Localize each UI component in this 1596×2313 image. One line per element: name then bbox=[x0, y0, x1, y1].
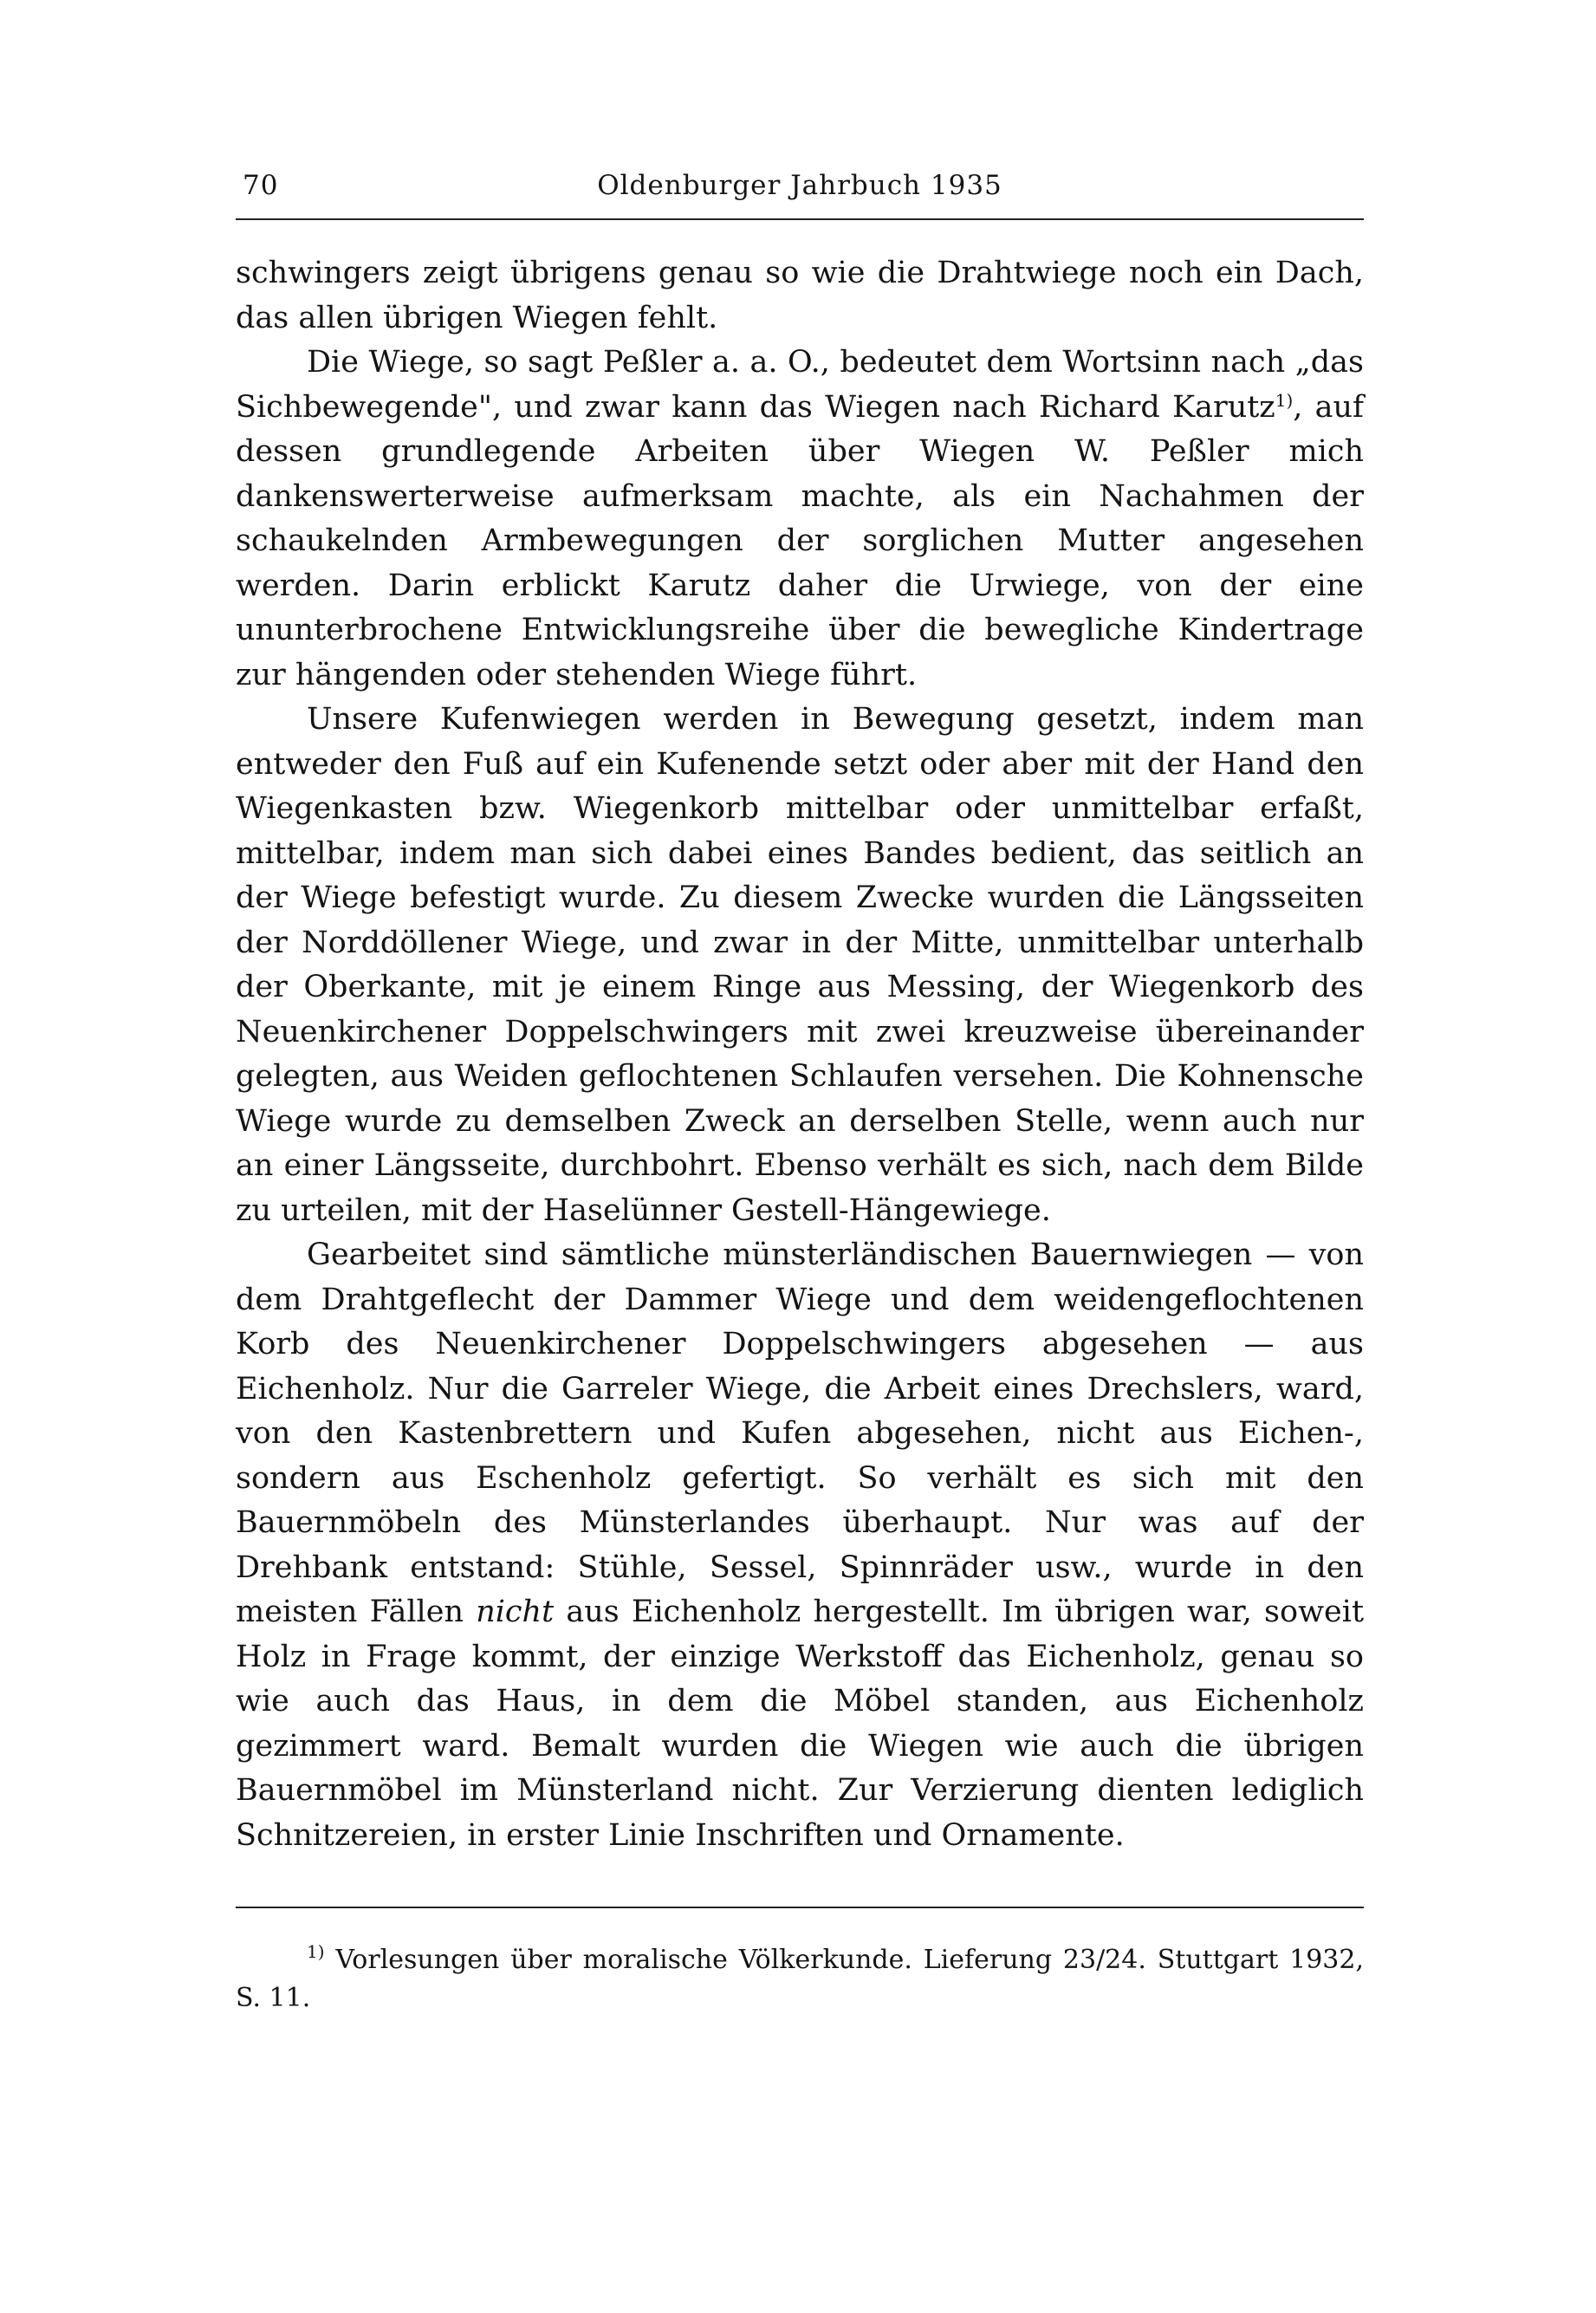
paragraph-1 bbox=[236, 251, 1364, 341]
body-text bbox=[236, 251, 1364, 1858]
footnote-marker: 1) bbox=[307, 1941, 325, 1962]
footnote-1 bbox=[236, 1941, 1364, 2017]
paragraph-3-text: Unsere Kufenwiegen werden in Bewegung gesetzt, indem man entweder den Fuß auf ein Kufenende setzt oder aber mit der Hand den Wiegenkasten bzw. Wiegenkorb mittelbar oder unmittelbar erfaßt, mittelbar, indem man sich dabei eines Bandes bedient, das seitlich an der Wiege befestigt wurde. Zu diesem Zwecke wurden die Längsseiten der Norddöllener Wiege, und zwar in der Mitte, unmittelbar unterhalb der Oberkante, mit je einem Ringe aus Messing, der Wiegenkorb des Neuenkirchener Doppelschwingers mit zwei kreuzweise übereinander gelegten, aus Weiden geflochtenen Schlaufen versehen. Die Kohnensche Wiege wurde zu demselben Zweck an derselben Stelle, wenn auch nur an einer Längsseite, durchbohrt. Ebenso verhält es sich, nach dem Bilde zu urteilen, mit der Haselünner Gestell-Hängewiege. bbox=[236, 702, 1364, 1228]
paragraph-1-text: schwingers zeigt übrigens genau so wie die Drahtwiege noch ein Dach, das allen übrigen Wiegen fehlt. bbox=[236, 256, 1364, 335]
paragraph-2 bbox=[236, 341, 1364, 698]
paragraph-4-text-b: aus Eichenholz hergestellt. Im übrigen war, soweit Holz in Frage kommt, der einzige Werkstoff das Eichenholz, genau so wie auch das Haus, in dem die Möbel standen, aus Eichenholz gezimmert ward. Bemalt wurden die Wiegen wie auch die übrigen Bauernmöbel im Münsterland nicht. Zur Verzierung dienten lediglich Schnitzereien, in erster Linie Inschriften und Ornamente. bbox=[236, 1595, 1365, 1853]
footnote-text: Vorlesungen über moralische Völkerkunde. Lieferung 23/24. Stuttgart 1932, S. 11. bbox=[236, 1945, 1364, 2013]
page-number: 70 bbox=[243, 170, 279, 201]
paragraph-3 bbox=[236, 698, 1364, 1233]
page-header bbox=[236, 170, 1364, 215]
paragraph-4 bbox=[236, 1233, 1364, 1858]
paragraph-4-text-a: Gearbeitet sind sämtliche münsterländischen Bauernwiegen — von dem Drahtgeflecht der Dammer Wiege und dem weidengeflochtenen Korb des Neuenkirchener Doppelschwingers abgesehen — aus Eichenholz. Nur die Garreler Wiege, die Arbeit eines Drechslers, ward, von den Kastenbrettern und Kufen abgesehen, nicht aus Eichen-, sondern aus Eschenholz gefertigt. So verhält es sich mit den Bauernmöbeln des Münsterlandes überhaupt. Nur was auf der Drehbank entstand: Stühle, Sessel, Spinnräder usw., wurde in den meisten Fällen bbox=[236, 1238, 1364, 1629]
footnotes bbox=[236, 1941, 1364, 2017]
footnote-rule bbox=[236, 1907, 1364, 1908]
footnote-reference: 1) bbox=[1275, 389, 1294, 411]
header-rule bbox=[236, 218, 1364, 220]
paragraph-2-text-a: Die Wiege, so sagt Peßler a. a. O., bedeutet dem Wortsinn nach „das Sichbewegende", und zwar kann das Wiegen nach Richard Karutz bbox=[236, 345, 1364, 425]
paragraph-2-text-b: , auf dessen grundlegende Arbeiten über Wiegen W. Peßler mich dankenswerterweise aufmerksam machte, als ein Nachahmen der schaukelnden Armbewegungen der sorglichen Mutter angesehen werden. Darin erblickt Karutz daher die Urwiege, von der eine ununterbrochene Entwicklungsreihe über die bewegliche Kindertrage zur hängenden oder stehenden Wiege führt. bbox=[236, 389, 1364, 692]
emphasis-nicht: nicht bbox=[476, 1595, 555, 1629]
running-title: Oldenburger Jahrbuch 1935 bbox=[597, 170, 1002, 201]
